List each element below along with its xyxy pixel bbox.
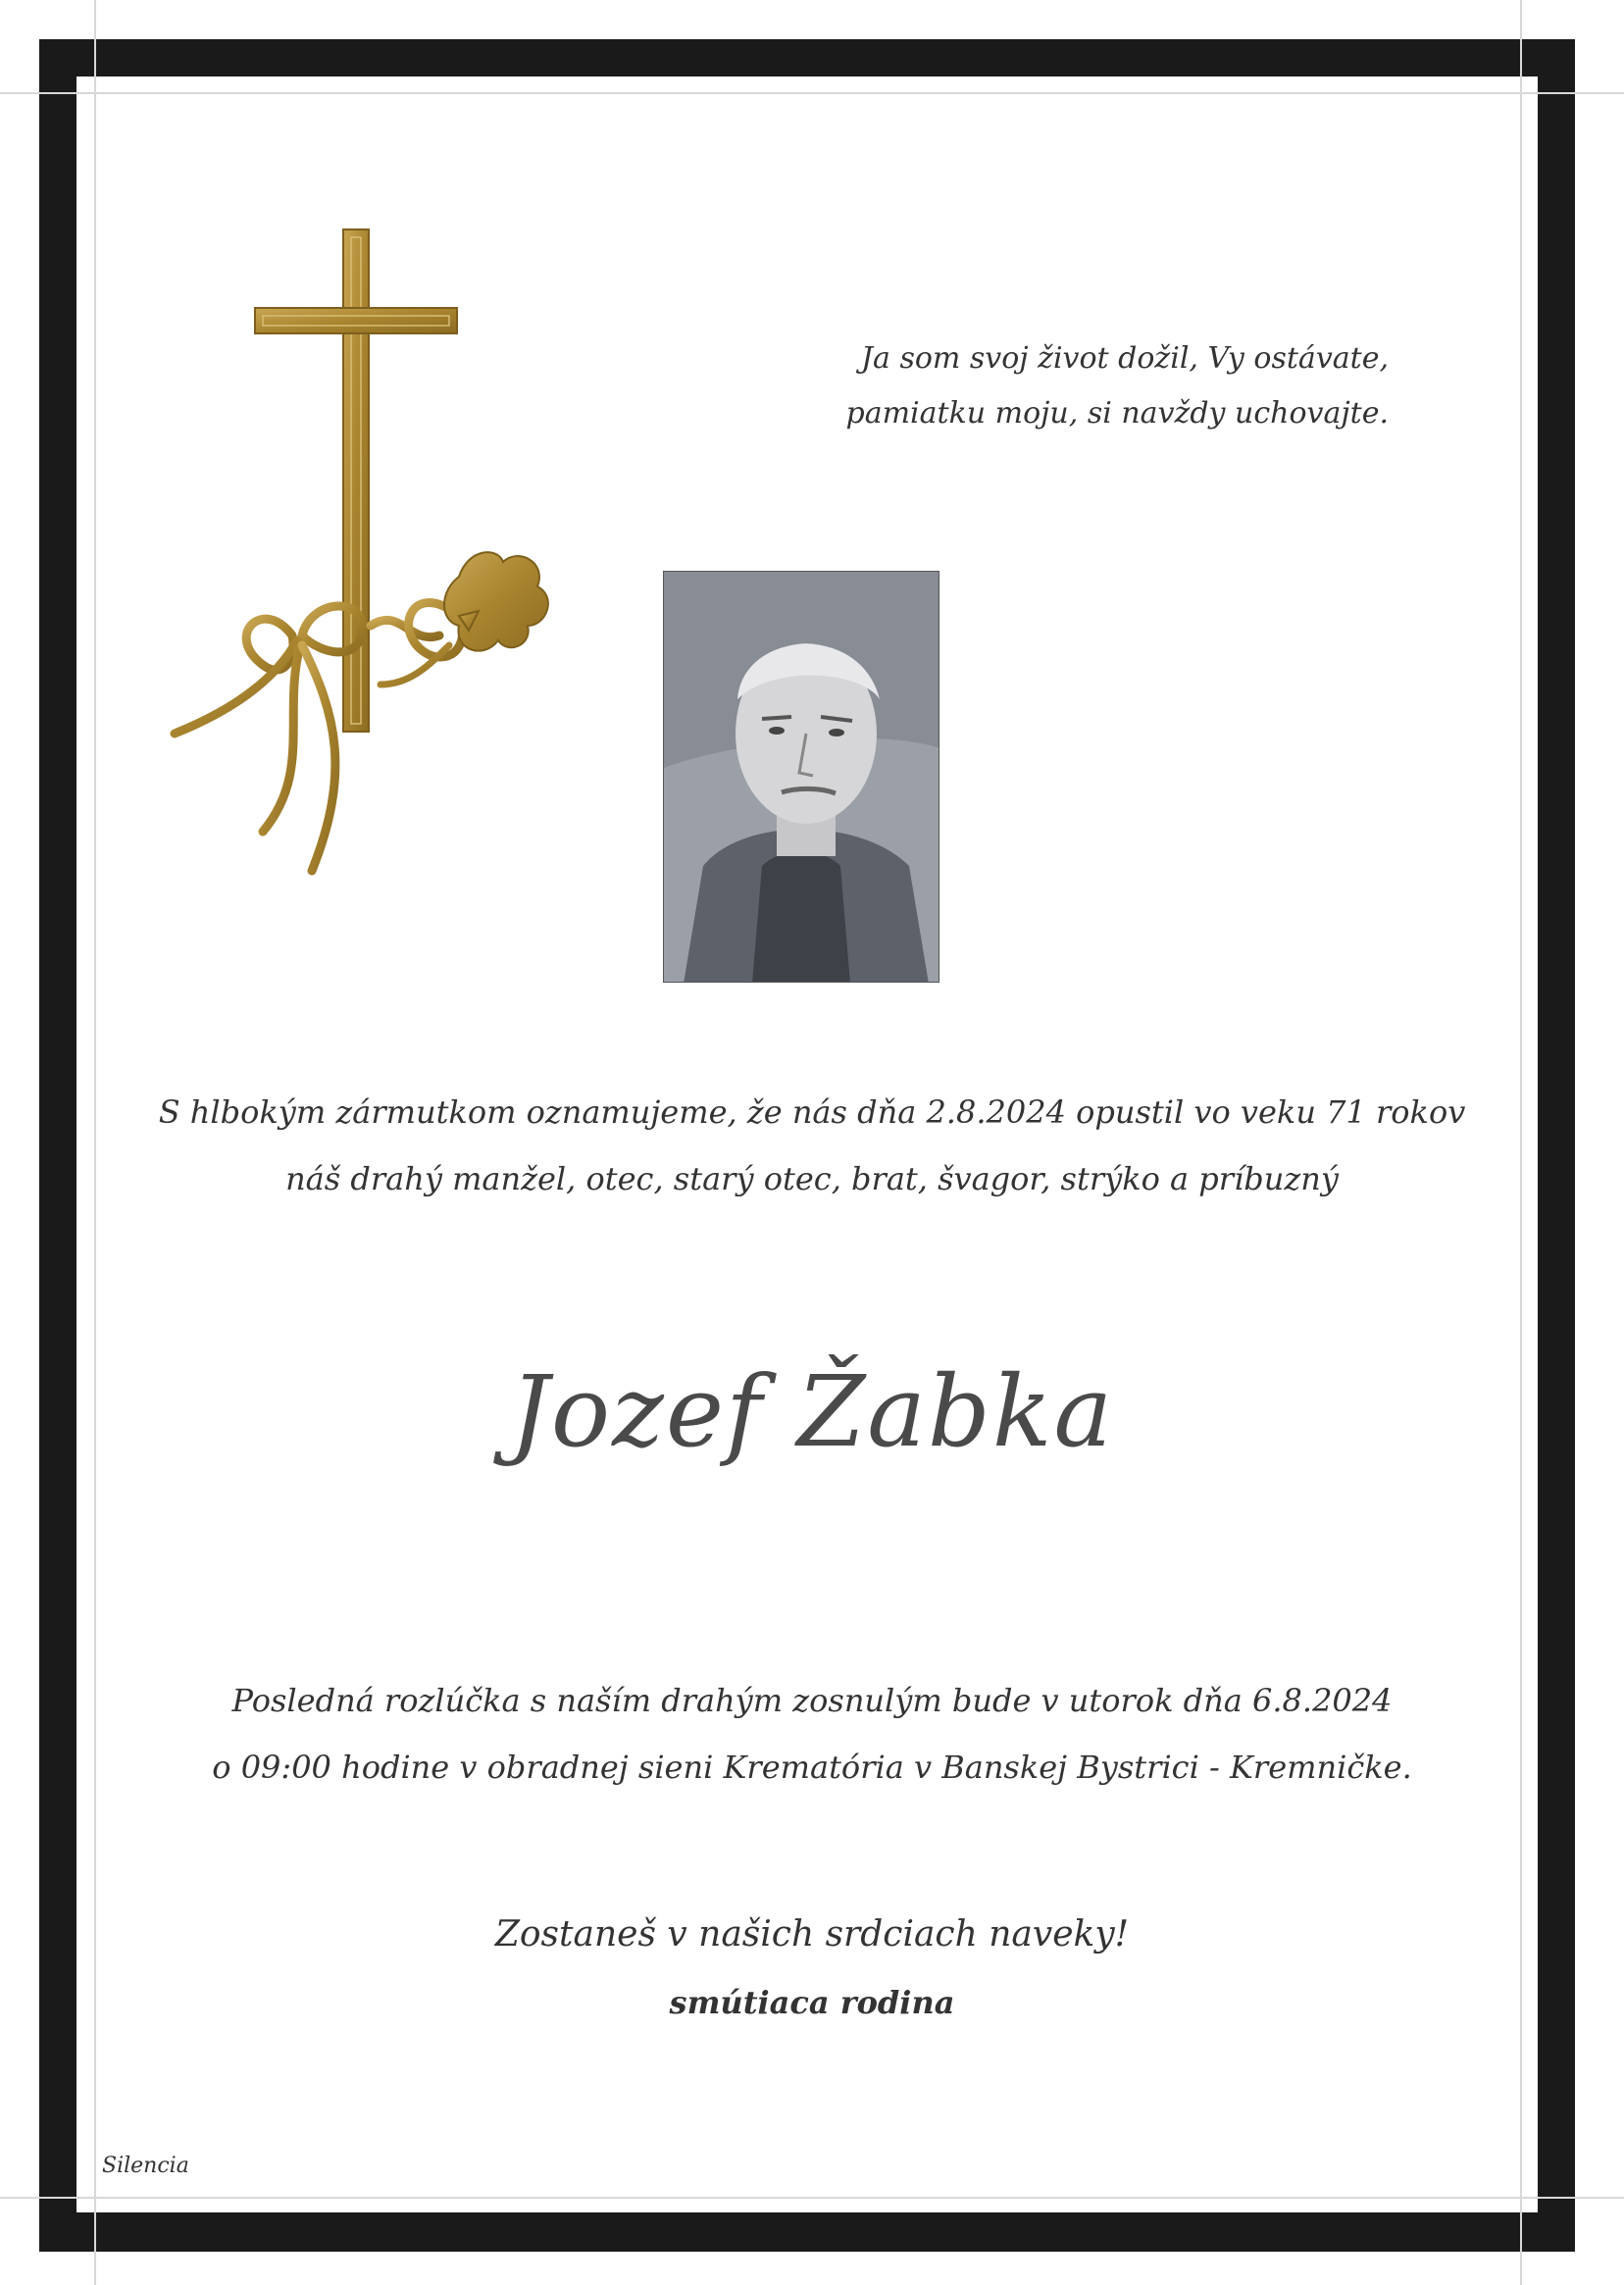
frame-left-border	[39, 39, 76, 2252]
funeral-details	[118, 1667, 1506, 1801]
maker-label: Silencia	[102, 2154, 189, 2178]
funeral-line-2: o 09:00 hodine v obradnej sieni Krematória v Banskej Bystrici - Kremničke.	[212, 1749, 1412, 1786]
frame-right-border	[1538, 39, 1575, 2252]
frame-top-border	[39, 39, 1575, 76]
frame-inner-line-left	[94, 0, 96, 2285]
announcement-line-1: S hlbokým zármutkom oznamujeme, že nás dňa 2.8.2024 opustil vo veku 71 rokov	[158, 1093, 1466, 1131]
poem-verse	[702, 331, 1389, 441]
family-signature: smútiaca rodina	[669, 1984, 955, 2021]
remembrance-line: Zostaneš v našich srdciach naveky!	[494, 1914, 1130, 1955]
frame-inner-line-top	[0, 92, 1624, 94]
poem-line-2: pamiatku moju, si navždy uchovajte.	[845, 396, 1389, 431]
deceased-name: Jozef Žabka	[509, 1354, 1115, 1469]
death-announcement	[118, 1079, 1506, 1212]
portrait-image	[664, 572, 939, 983]
gold-cross-icon	[165, 224, 557, 949]
frame-inner-line-right	[1520, 0, 1522, 2285]
frame-inner-line-bottom	[0, 2197, 1624, 2199]
announcement-line-2: náš drahý manžel, otec, starý otec, brat, švagor, strýko a príbuzný	[285, 1160, 1339, 1197]
poem-line-1: Ja som svoj život dožil, Vy ostávate,	[861, 341, 1389, 376]
funeral-line-1: Posledná rozlúčka s naším drahým zosnulým bude v utorok dňa 6.8.2024	[231, 1682, 1393, 1719]
frame-bottom-border	[39, 2212, 1575, 2252]
portrait-photo	[663, 571, 939, 983]
